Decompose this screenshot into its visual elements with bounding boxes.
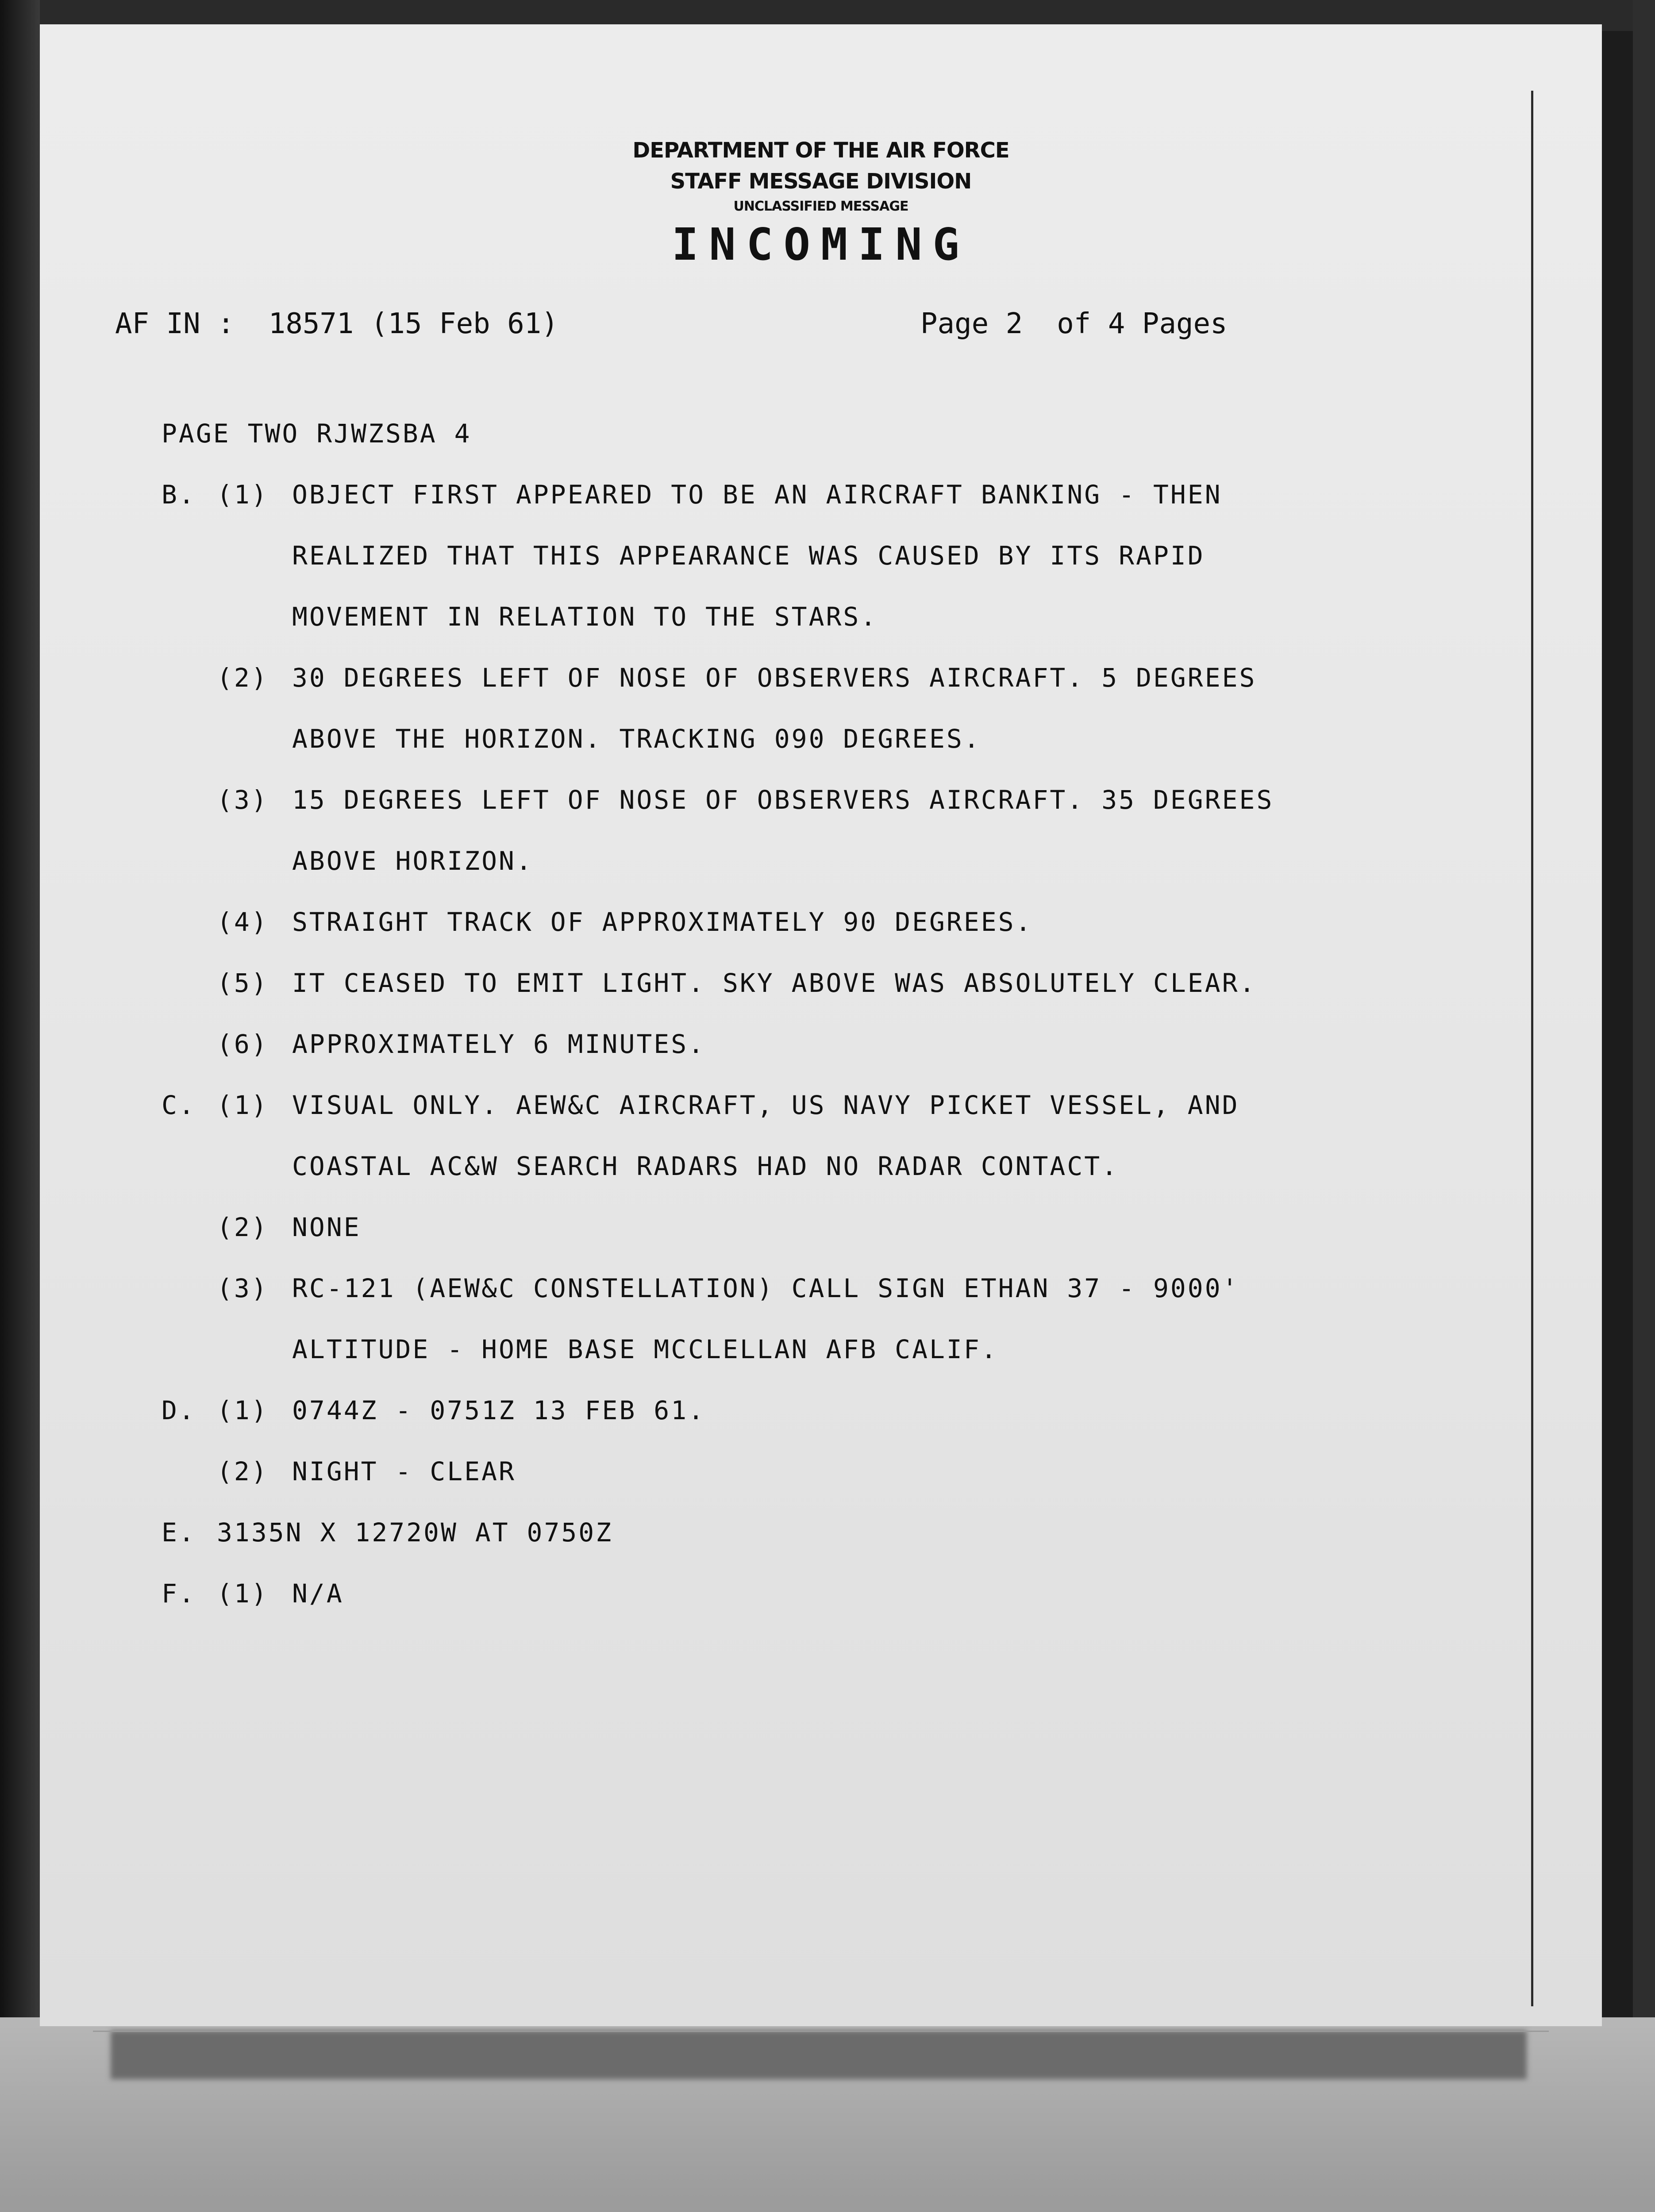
section-label: D.: [162, 1395, 196, 1425]
item-number: (1): [217, 1090, 269, 1120]
item-number: (3): [217, 1273, 269, 1303]
item-line: APPROXIMATELY 6 MINUTES.: [292, 1029, 706, 1059]
sheet-shadow: [111, 2031, 1527, 2079]
department-name: DEPARTMENT OF THE AIR FORCE: [632, 138, 1009, 163]
item-line: OBJECT FIRST APPEARED TO BE AN AIRCRAFT BANKING - THEN: [292, 480, 1222, 510]
section-label: B.: [162, 480, 196, 510]
item-line: MOVEMENT IN RELATION TO THE STARS.: [292, 602, 878, 632]
item-line: N/A: [292, 1578, 344, 1609]
item-number: (2): [217, 1212, 269, 1242]
item-line: NONE: [292, 1212, 361, 1242]
item-number: (1): [217, 480, 269, 510]
bottom-edge-line: [93, 2031, 1549, 2032]
film-border-left: [0, 0, 40, 2212]
item-line: NIGHT - CLEAR: [292, 1456, 516, 1486]
item-number: (1): [217, 1395, 269, 1425]
item-number: (2): [217, 1456, 269, 1486]
section-label: F.: [162, 1578, 196, 1609]
item-number: (2): [217, 663, 269, 693]
message-header: [40, 135, 1602, 271]
classification-label: UNCLASSIFIED MESSAGE: [733, 199, 908, 214]
item-line: 30 DEGREES LEFT OF NOSE OF OBSERVERS AIRCRAFT. 5 DEGREES: [292, 663, 1257, 693]
item-number: (5): [217, 968, 269, 998]
item-number: (4): [217, 907, 269, 937]
item-line: IT CEASED TO EMIT LIGHT. SKY ABOVE WAS ABSOLUTELY CLEAR.: [292, 968, 1257, 998]
section-label: C.: [162, 1090, 196, 1120]
item-line: ABOVE THE HORIZON. TRACKING 090 DEGREES.: [292, 724, 981, 754]
item-line: 15 DEGREES LEFT OF NOSE OF OBSERVERS AIRCRAFT. 35 DEGREES: [292, 785, 1274, 815]
page-heading: PAGE TWO RJWZSBA 4: [162, 419, 472, 449]
page-indicator: Page 2 of 4 Pages: [920, 307, 1228, 340]
item-line: COASTAL AC&W SEARCH RADARS HAD NO RADAR CONTACT.: [292, 1151, 1119, 1181]
item-number: (3): [217, 785, 269, 815]
item-line: ALTITUDE - HOME BASE MCCLELLAN AFB CALIF.: [292, 1334, 998, 1364]
item-line: RC-121 (AEW&C CONSTELLATION) CALL SIGN ETHAN 37 - 9000': [292, 1273, 1239, 1303]
item-line: 3135N X 12720W AT 0750Z: [217, 1517, 613, 1548]
item-number: (1): [217, 1578, 269, 1609]
section-label: E.: [162, 1517, 196, 1548]
item-line: ABOVE HORIZON.: [292, 846, 533, 876]
item-number: (6): [217, 1029, 269, 1059]
right-margin-rule: [1531, 91, 1533, 2006]
af-in-reference: AF IN : 18571 (15 Feb 61): [115, 307, 558, 340]
item-line: STRAIGHT TRACK OF APPROXIMATELY 90 DEGREES.: [292, 907, 1033, 937]
message-direction: INCOMING: [672, 219, 970, 270]
division-name: STAFF MESSAGE DIVISION: [670, 169, 972, 194]
item-line: VISUAL ONLY. AEW&C AIRCRAFT, US NAVY PICKET VESSEL, AND: [292, 1090, 1239, 1120]
item-line: 0744Z - 0751Z 13 FEB 61.: [292, 1395, 706, 1425]
message-sheet: [40, 24, 1602, 2026]
film-border-right: [1633, 0, 1655, 2212]
item-line: REALIZED THAT THIS APPEARANCE WAS CAUSED BY ITS RAPID: [292, 541, 1205, 571]
